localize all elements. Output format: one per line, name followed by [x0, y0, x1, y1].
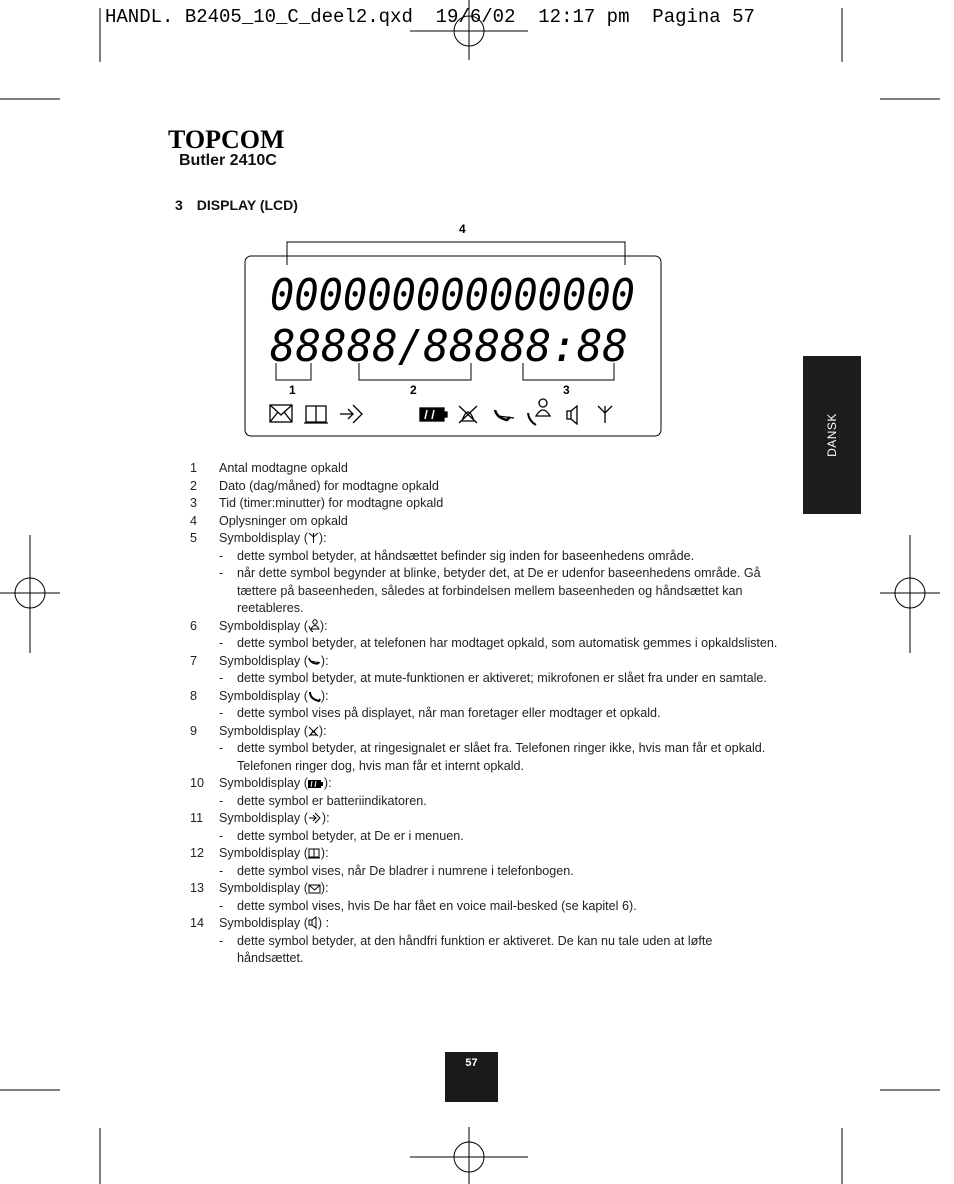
sub-item: - når dette symbol begynder at blinke, betyder det, at De er udenfor baseenhedens område. Gå tættere på baseenheden, således at forbindelsen mellem baseenheden og håndsættet kan reetableres.: [219, 566, 761, 615]
sub-item-text: dette symbol betyder, at ringesignalet er slået fra. Telefonen ringer ikke, hvis man får et opkald. Telefonen ringer dog, hvis man får et internt opkald.: [237, 741, 766, 773]
item-label-end: ):: [320, 881, 329, 895]
callout-1: 1: [289, 383, 296, 397]
sub-item-text: dette symbol betyder, at telefonen har modtaget opkald, som automatisk gemmes i opkaldslisten.: [237, 636, 778, 650]
envelope-icon: [308, 884, 321, 894]
item-label-end: ):: [321, 811, 330, 825]
sub-item-text: dette symbol betyder, at den håndfri funktion er aktiveret. De kan nu tale uden at løfte håndsættet.: [237, 933, 713, 965]
lcd-row2-digits: 88888/88888:88: [270, 321, 628, 372]
item-number: 5: [190, 531, 198, 545]
item-label-end: ):: [318, 723, 327, 738]
item-label-end: ) :: [317, 916, 330, 930]
ringer-off-icon: [459, 406, 477, 423]
model-name: Butler 2410C: [179, 152, 277, 169]
list-item: [190, 618, 780, 636]
item-label: Symboldisplay (: [219, 688, 308, 703]
sub-item: - dette symbol vises, når De bladrer i numrene i telefonbogen.: [219, 863, 574, 878]
menu-arrow-icon: [308, 812, 322, 824]
antenna-icon: [598, 406, 612, 423]
sub-item-text: når dette symbol begynder at blinke, betyder det, at De er udenfor baseenhedens område. Gå tættere på baseenheden, således at forbindelsen mellem baseenheden og håndsættet kan reetableres.: [237, 566, 761, 615]
item-label: Symboldisplay (: [219, 811, 308, 825]
item-label-end: ):: [320, 688, 329, 703]
topcom-logo: [168, 127, 286, 153]
menu-arrow-icon: [340, 405, 362, 423]
phone-icon: [308, 691, 321, 702]
item-number: 6: [190, 618, 198, 633]
mute-icon: [308, 656, 321, 667]
speaker-icon: [308, 916, 318, 929]
ringer-off-icon: [308, 726, 319, 737]
list-item: [190, 880, 780, 898]
mute-icon: [495, 410, 514, 420]
sub-item: - dette symbol betyder, at ringesignalet er slået fra. Telefonen ringer ikke, hvis man får et opkald. Telefonen ringer dog, hvis man får et internt opkald.: [219, 741, 766, 773]
section-number: 3: [175, 197, 183, 213]
item-number: 3: [190, 496, 198, 510]
callout-2: 2: [410, 383, 417, 397]
item-text: Oplysninger om opkald: [219, 513, 348, 528]
sub-item-text: dette symbol vises, hvis De har fået en voice mail-besked (se kapitel 6).: [237, 898, 637, 913]
item-number: 13: [190, 881, 205, 895]
list-item: [190, 478, 780, 496]
item-text: Antal modtagne opkald: [219, 461, 348, 475]
item-number: 9: [190, 723, 198, 738]
item-number: 8: [190, 688, 198, 703]
item-number: 11: [190, 811, 204, 825]
sub-item: - dette symbol betyder, at håndsættet befinder sig inden for baseenhedens område.: [219, 548, 695, 563]
item-label-end: ):: [320, 846, 329, 860]
sub-item-text: dette symbol vises på displayet, når man foretager eller modtager et opkald.: [237, 706, 661, 720]
item-label: Symboldisplay (: [219, 618, 308, 633]
sub-item: - dette symbol betyder, at telefonen har modtaget opkald, som automatisk gemmes i opkaldslisten.: [219, 636, 778, 650]
callout-3: 3: [563, 383, 570, 397]
print-header: HANDL. B2405_10_C_deel2.qxd 19/6/02 12:17 pm Pagina 57: [105, 6, 755, 28]
battery-icon: [420, 408, 447, 421]
sub-item: - dette symbol betyder, at De er i menuen.: [219, 828, 464, 843]
item-text: Tid (timer:minutter) for modtagne opkald: [219, 496, 444, 510]
page-number: 57: [465, 1057, 478, 1069]
item-number: 4: [190, 513, 198, 528]
legend-list: [190, 460, 780, 968]
list-item: [190, 688, 780, 706]
sub-item: - dette symbol er batteriindikatoren.: [219, 793, 427, 808]
item-number: 7: [190, 653, 198, 668]
item-label: Symboldisplay (: [219, 846, 308, 860]
item-label: Symboldisplay (: [219, 723, 308, 738]
list-item: [190, 810, 780, 828]
language-tab: [803, 356, 861, 514]
battery-icon: [308, 779, 324, 789]
item-number: 14: [190, 916, 205, 930]
svg-text:TOPCOM: TOPCOM: [168, 127, 285, 153]
sub-item: - dette symbol vises på displayet, når man foretager eller modtager et opkald.: [219, 706, 661, 720]
item-label-end: ):: [318, 531, 327, 545]
list-item: [190, 530, 780, 548]
language-tab-label: DANSK: [825, 413, 839, 457]
book-icon: [308, 848, 321, 859]
sub-item-text: dette symbol er batteriindikatoren.: [237, 793, 427, 808]
sub-item-text: dette symbol betyder, at De er i menuen.: [237, 828, 464, 843]
item-text: Dato (dag/måned) for modtagne opkald: [219, 478, 439, 493]
item-label-end: ):: [320, 653, 329, 668]
item-label: Symboldisplay (: [219, 776, 308, 790]
list-item: [190, 845, 780, 863]
callout-4: 4: [459, 222, 466, 236]
antenna-icon: [308, 532, 319, 544]
sub-item-text: dette symbol vises, når De bladrer i numrene i telefonbogen.: [237, 863, 574, 878]
item-label: Symboldisplay (: [219, 653, 308, 668]
list-item: [190, 460, 780, 478]
item-number: 1: [190, 461, 198, 475]
sub-item: - dette symbol vises, hvis De har fået en voice mail-besked (se kapitel 6).: [219, 898, 637, 913]
list-item: [190, 915, 780, 933]
sub-item: - dette symbol betyder, at den håndfri funktion er aktiveret. De kan nu tale uden at løfte håndsættet.: [219, 933, 713, 965]
item-label-end: ):: [323, 776, 332, 790]
page-number-box: [445, 1052, 498, 1102]
item-label: Symboldisplay (: [219, 531, 308, 545]
call-list-icon: [308, 619, 320, 632]
book-icon: [304, 406, 328, 423]
item-number: 2: [190, 478, 198, 493]
section-title: DISPLAY (LCD): [196, 197, 298, 213]
sub-item-text: dette symbol betyder, at mute-funktionen er aktiveret; mikrofonen er slået fra under en samtale.: [237, 671, 767, 685]
list-item: [190, 495, 780, 513]
item-label: Symboldisplay (: [219, 881, 308, 895]
item-number: 12: [190, 846, 205, 860]
speaker-icon: [567, 406, 577, 424]
lcd-diagram: [240, 218, 665, 440]
list-item: [190, 775, 780, 793]
lcd-row1-digits: 000000000000000: [270, 270, 635, 321]
list-item: [190, 653, 780, 671]
list-item: [190, 513, 780, 531]
envelope-icon: [270, 405, 292, 422]
list-item: [190, 723, 780, 741]
section-heading: [175, 197, 298, 213]
sub-item: - dette symbol betyder, at mute-funktionen er aktiveret; mikrofonen er slået fra under en samtale.: [219, 671, 767, 685]
call-list-icon: [528, 399, 550, 425]
item-number: 10: [190, 776, 205, 790]
item-label-end: ):: [319, 618, 328, 633]
item-label: Symboldisplay (: [219, 916, 308, 930]
sub-item-text: dette symbol betyder, at håndsættet befinder sig inden for baseenhedens område.: [237, 548, 695, 563]
